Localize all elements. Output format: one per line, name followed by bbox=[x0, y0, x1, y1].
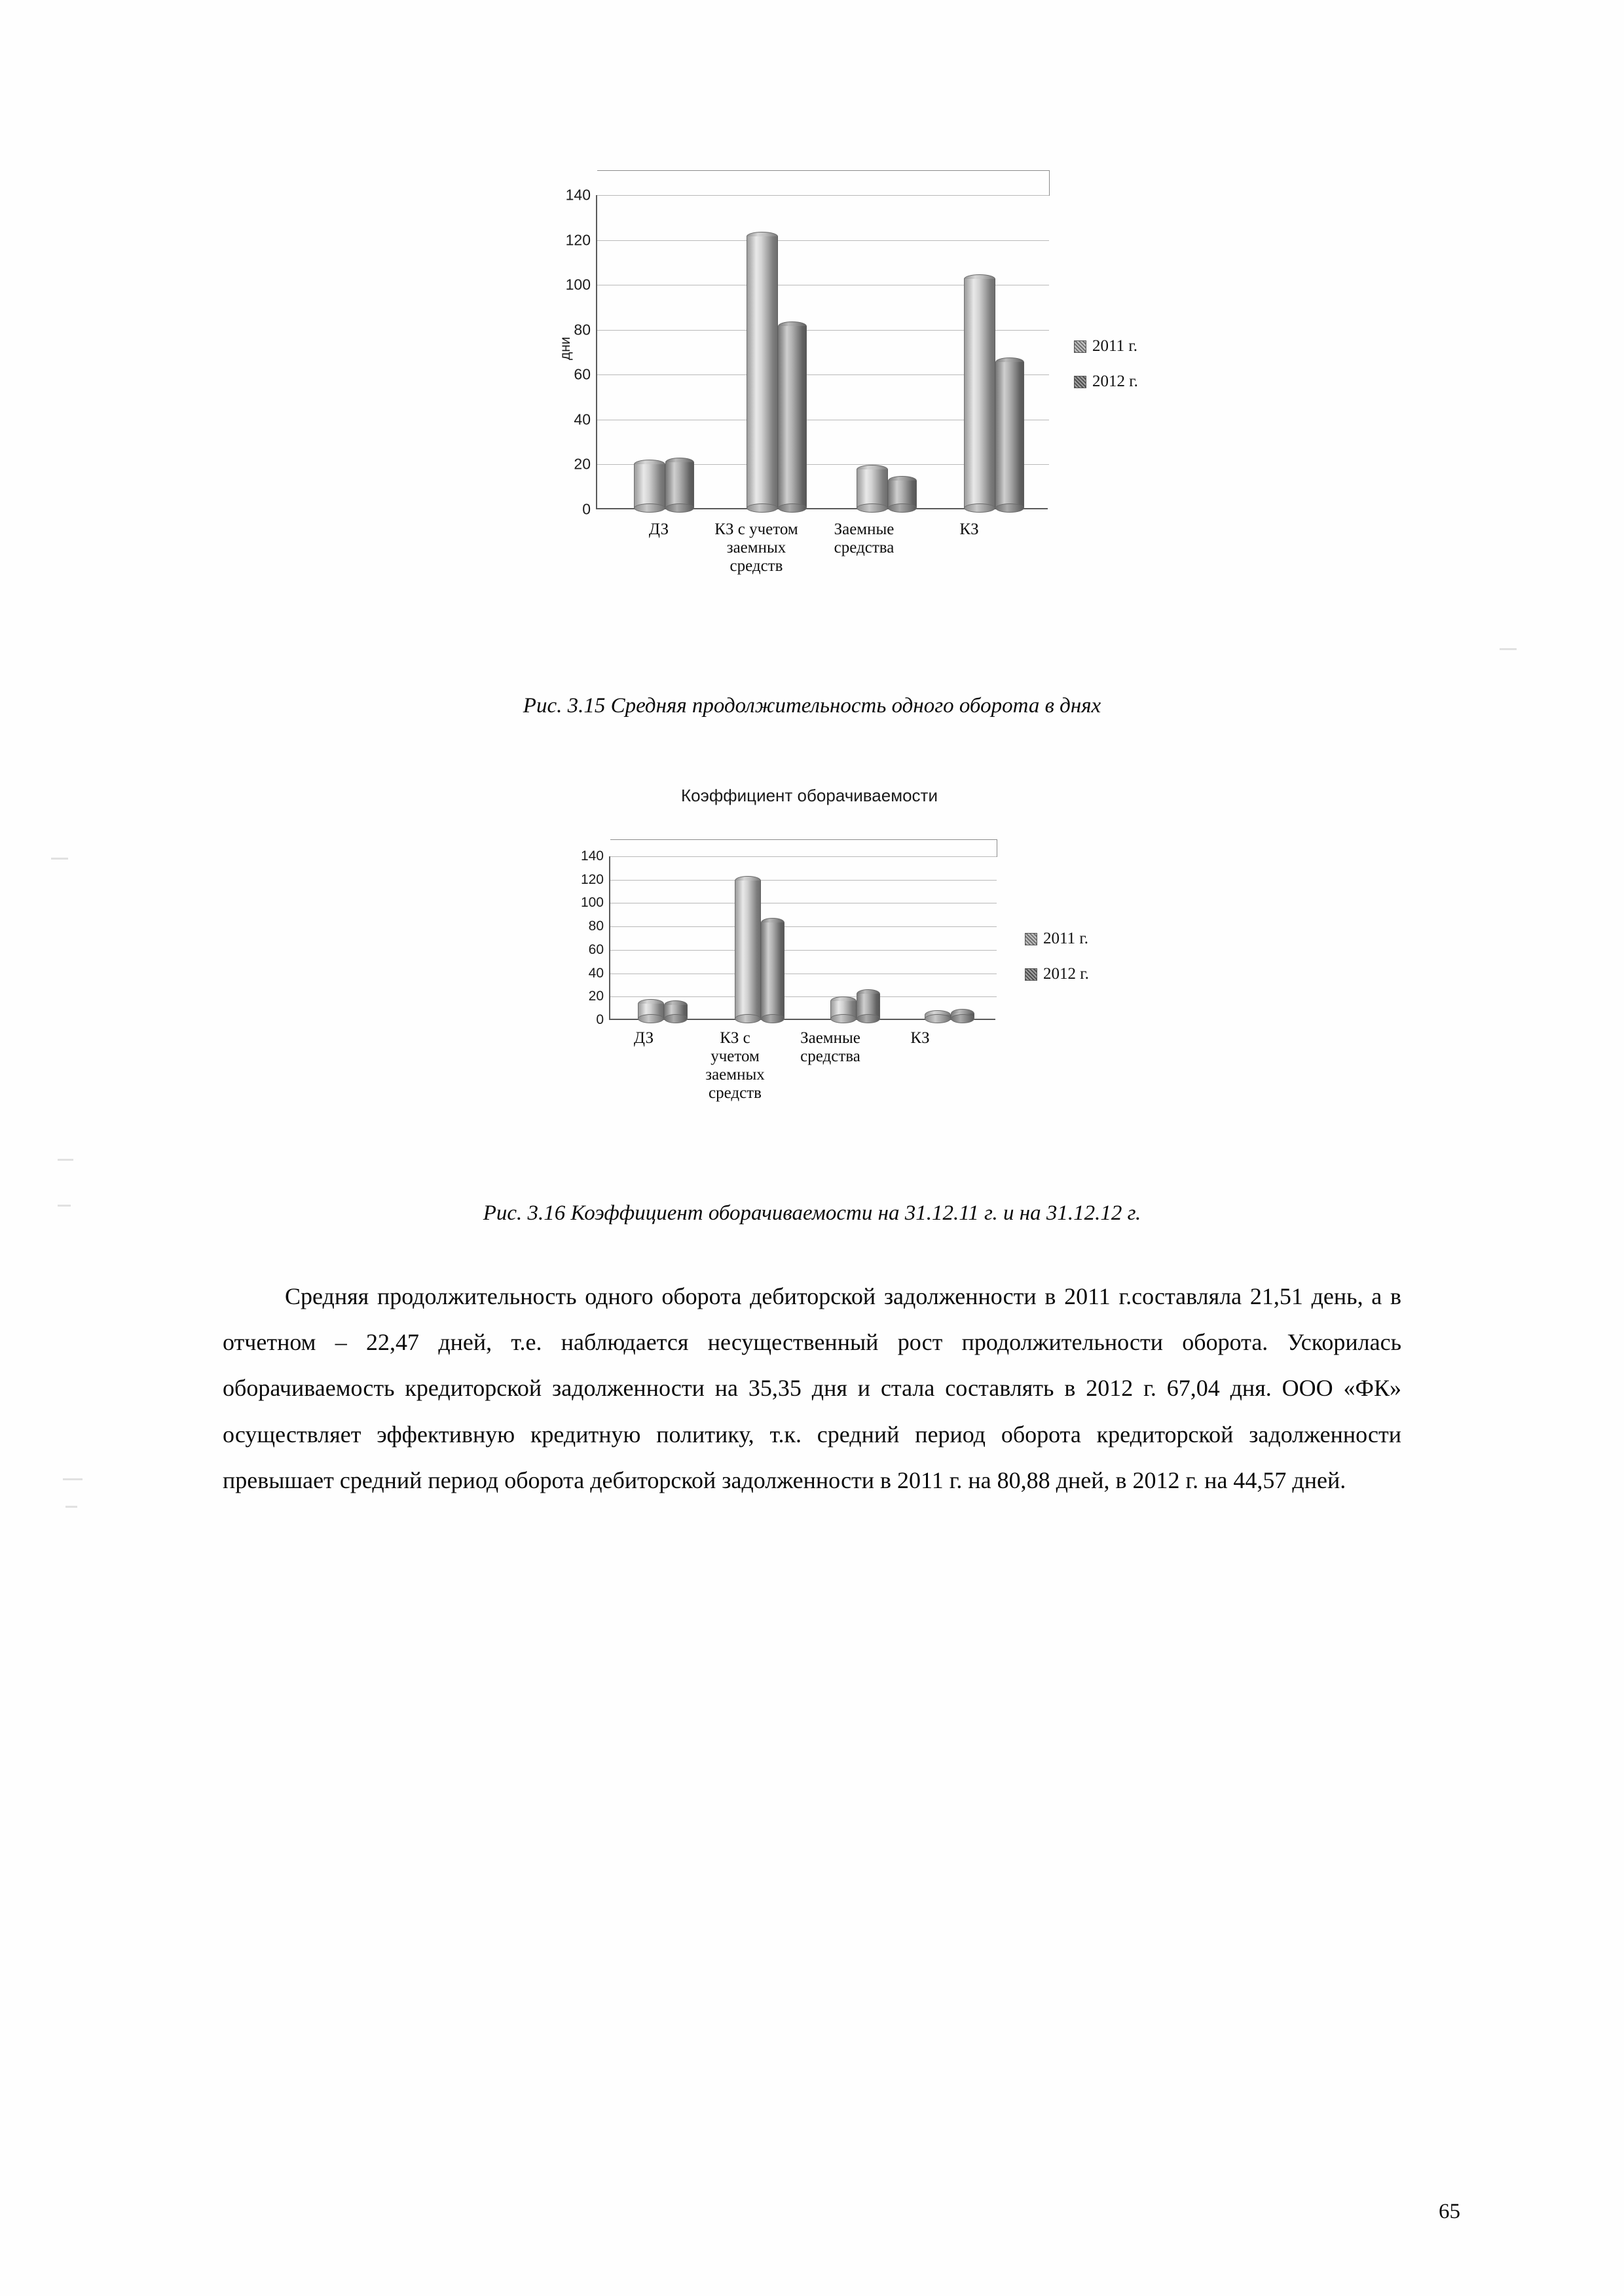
bar-body bbox=[735, 881, 761, 1019]
scan-artifact bbox=[51, 858, 68, 860]
bar-bottom bbox=[888, 503, 917, 513]
chart2-legend-item-2012 bbox=[1025, 965, 1089, 983]
chart2-gridline bbox=[610, 950, 997, 951]
bar-bottom bbox=[638, 1014, 664, 1023]
scan-artifact bbox=[65, 1506, 77, 1508]
chart1-bar-2011-kz-with-loans bbox=[747, 232, 778, 508]
chart2-gridline bbox=[610, 926, 997, 927]
bar-bottom bbox=[778, 503, 807, 513]
legend-swatch-icon bbox=[1074, 376, 1086, 388]
chart1-bar-2012-dz bbox=[665, 458, 694, 508]
chart1-ytick: 20 bbox=[574, 455, 591, 473]
chart1-bar-2012-kz bbox=[995, 357, 1024, 508]
legend-swatch-icon bbox=[1025, 933, 1037, 945]
bar-bottom bbox=[925, 1014, 951, 1023]
chart2-ytick: 40 bbox=[588, 965, 604, 981]
scan-artifact bbox=[58, 1159, 73, 1161]
bar-bottom bbox=[964, 503, 995, 513]
chart-figure-3-16 bbox=[498, 786, 1205, 1178]
chart1-gridline bbox=[597, 240, 1049, 241]
chart1-ytick: 140 bbox=[565, 186, 591, 204]
bar-body bbox=[857, 469, 888, 508]
bar-bottom bbox=[995, 503, 1024, 513]
chart1-category-label-loans: Заемные средства bbox=[834, 520, 895, 556]
chart1-bar-2011-dz bbox=[634, 460, 665, 508]
chart2-ytick: 0 bbox=[596, 1012, 604, 1027]
bar-bottom bbox=[735, 1014, 761, 1023]
bar-bottom bbox=[830, 1014, 857, 1023]
bar-bottom bbox=[857, 1014, 880, 1023]
chart1-y-axis-label: дни bbox=[558, 337, 573, 360]
bar-body bbox=[634, 464, 665, 508]
bar-body bbox=[747, 236, 778, 508]
page-number: 65 bbox=[1439, 2200, 1460, 2223]
legend-swatch-icon bbox=[1074, 340, 1086, 353]
legend-swatch-icon bbox=[1025, 968, 1037, 981]
chart2-bar-2012-dz bbox=[664, 1000, 688, 1019]
figure-caption-3-15: Рис. 3.15 Средняя продолжительность одного оборота в днях bbox=[523, 694, 1101, 718]
bar-bottom bbox=[665, 503, 694, 513]
chart1-ytick: 60 bbox=[574, 365, 591, 383]
chart2-title: Коэффициент оборачиваемости bbox=[681, 786, 938, 805]
chart2-legend-label-2012: 2012 г. bbox=[1043, 965, 1089, 983]
chart1-bar-2012-loans bbox=[888, 476, 917, 508]
bar-bottom bbox=[634, 503, 665, 513]
chart2-category-label-kz: КЗ bbox=[910, 1029, 930, 1047]
chart2-ytick: 120 bbox=[580, 871, 604, 887]
chart1-ytick: 120 bbox=[565, 231, 591, 249]
chart1-category-label-kz-with-loans: КЗ с учетом заемных средств bbox=[714, 520, 798, 575]
chart2-bar-2011-kz-with-loans bbox=[735, 876, 761, 1019]
chart2-bar-2012-loans bbox=[857, 989, 880, 1019]
chart1-back-plane bbox=[597, 170, 1050, 196]
chart1-legend-label-2011: 2011 г. bbox=[1092, 337, 1138, 355]
scan-artifact bbox=[1500, 648, 1517, 650]
chart2-gridline bbox=[610, 880, 997, 881]
chart2-legend-label-2011: 2011 г. bbox=[1043, 930, 1089, 947]
chart2-category-label-loans: Заемные средства bbox=[800, 1029, 860, 1065]
chart1-legend-label-2012: 2012 г. bbox=[1092, 373, 1138, 390]
chart1-ytick: 100 bbox=[565, 276, 591, 293]
figure-caption-3-16: Рис. 3.16 Коэффициент оборачиваемости на 31.12.11 г. и на 31.12.12 г. bbox=[483, 1201, 1141, 1225]
chart1-bar-2011-loans bbox=[857, 465, 888, 508]
chart2-category-label-dz: ДЗ bbox=[633, 1029, 654, 1047]
chart2-legend bbox=[1025, 930, 1089, 1000]
bar-bottom bbox=[761, 1014, 784, 1023]
chart2-bar-2011-dz bbox=[638, 999, 664, 1019]
chart2-plot-area bbox=[580, 848, 995, 1027]
chart1-bar-2011-kz bbox=[964, 274, 995, 508]
bar-body bbox=[778, 326, 807, 508]
chart2-ytick: 20 bbox=[588, 989, 604, 1004]
chart1-gridline bbox=[597, 195, 1049, 196]
chart2-bar-2011-loans bbox=[830, 996, 857, 1019]
chart2-ytick: 140 bbox=[580, 848, 604, 864]
bar-body bbox=[761, 922, 784, 1019]
chart2-gridline bbox=[610, 856, 997, 857]
paragraph-1: Средняя продолжительность одного оборота дебиторской задолженности в 2011 г.составляла 21,51 день, а в отчетном – 22,47 дней, т.е. наблюдается несущественный рост продолжительности оборота. Ускорилась оборачиваемость кредиторской задолженности на 35,35 дня и стала составлять в 2012 г. 67,04 дня. ООО «ФК» осуществляет эффективную кредитную политику, т.к. средний период оборота кредиторской задолженности превышает средний период оборота дебиторской задолженности в 2011 г. на 80,88 дней, в 2012 г. на 44,57 дней. bbox=[223, 1283, 1401, 1493]
chart1-ytick: 0 bbox=[582, 500, 591, 518]
chart2-bar-2012-kz bbox=[951, 1009, 974, 1019]
bar-bottom bbox=[747, 503, 778, 513]
bar-body bbox=[995, 362, 1024, 508]
chart1-legend-item-2011 bbox=[1074, 337, 1138, 355]
chart2-ytick: 60 bbox=[588, 941, 604, 957]
chart2-gridline bbox=[610, 996, 997, 997]
chart1-category-label-dz: ДЗ bbox=[648, 520, 669, 538]
bar-bottom bbox=[951, 1014, 974, 1023]
chart2-ytick: 80 bbox=[588, 919, 604, 934]
bar-body bbox=[964, 279, 995, 508]
chart1-legend bbox=[1074, 337, 1138, 408]
bar-body bbox=[665, 462, 694, 508]
chart1-ytick: 80 bbox=[574, 321, 591, 338]
bar-bottom bbox=[857, 503, 888, 513]
scan-artifact bbox=[63, 1478, 83, 1480]
body-text-block bbox=[223, 1273, 1401, 1503]
chart2-ytick: 100 bbox=[580, 895, 604, 911]
chart2-back-plane bbox=[610, 839, 997, 857]
chart1-legend-item-2012 bbox=[1074, 373, 1138, 391]
chart2-category-label-kz-with-loans: КЗ с учетом заемных средств bbox=[705, 1029, 765, 1102]
bar-bottom bbox=[664, 1014, 688, 1023]
chart2-legend-item-2011 bbox=[1025, 930, 1089, 948]
chart-figure-3-15 bbox=[498, 164, 1205, 661]
chart1-ytick: 40 bbox=[574, 410, 591, 428]
chart1-bar-2012-kz-with-loans bbox=[778, 321, 807, 508]
chart1-category-label-kz: КЗ bbox=[959, 520, 979, 538]
chart2-bar-2011-kz bbox=[925, 1010, 951, 1019]
chart2-bar-2012-kz-with-loans bbox=[761, 918, 784, 1019]
